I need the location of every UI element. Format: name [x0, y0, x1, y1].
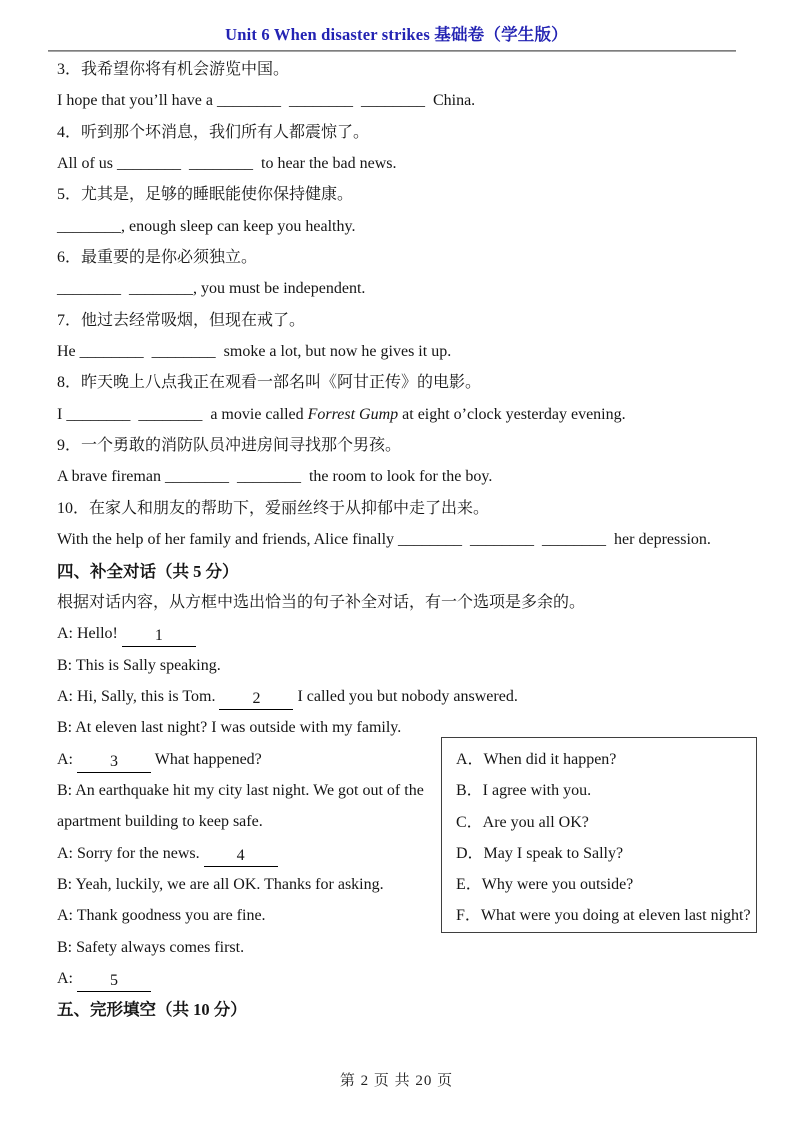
option-item: E．Why were you outside? [456, 876, 634, 894]
dialogue-line [57, 618, 748, 649]
numbered-blank: 5 [77, 972, 151, 992]
text-segment: A: Hi, Sally, this is Tom. [57, 687, 220, 705]
text-segment: B: An earthquake hit my city last night. We got out of the [57, 781, 424, 799]
text-segment: B: This is Sally speaking. [57, 656, 221, 674]
question-zh: 6．最重要的是你必须独立。 [57, 249, 258, 267]
translation-questions [57, 54, 748, 556]
dialogue-line [57, 963, 748, 994]
question-en: With the help of her family and friends, Alice finally ________ ________ ________ her depression. [57, 531, 711, 549]
question-en: He ________ ________ smoke a lot, but now he gives it up. [57, 343, 452, 361]
text-segment: A: [57, 750, 77, 768]
numbered-blank: 2 [219, 690, 293, 710]
text-segment: A: Hello! [57, 625, 122, 643]
question-zh: 9．一个勇敢的消防队员冲进房间寻找那个男孩。 [57, 437, 402, 455]
dialogue-line [57, 650, 748, 681]
question-en [57, 399, 748, 430]
option-item: D．May I speak to Sally? [456, 844, 624, 862]
option-item: C．Are you all OK? [456, 813, 589, 831]
numbered-blank: 1 [122, 627, 196, 647]
option-item: A．When did it happen? [456, 751, 617, 768]
question-en: ________, enough sleep can keep you healthy. [57, 217, 356, 235]
question-en: A brave fireman ________ ________ the room to look for the boy. [57, 468, 493, 486]
question-en: ________ ________, you must be independent. [57, 280, 366, 298]
question-zh: 8．昨天晚上八点我正在观看一部名叫《阿甘正传》的电影。 [57, 374, 482, 392]
question-en: I hope that you’ll have a ________ ________ ________ China. [57, 92, 476, 110]
text-segment: A: Thank goodness you are fine. [57, 907, 266, 925]
page-footer: 第 2 页 共 20 页 [339, 1073, 454, 1089]
question-en: All of us ________ ________ to hear the bad news. [57, 155, 397, 173]
options-box [441, 737, 757, 933]
question-zh: 3．我希望你将有机会游览中国。 [57, 61, 290, 78]
text-segment: at eight o’clock yesterday evening. [398, 405, 626, 423]
text-segment: I ________ ________ a movie called [57, 405, 308, 423]
dialogue-line [57, 681, 748, 712]
question-zh: 10．在家人和朋友的帮助下，爱丽丝终于从抑郁中走了出来。 [57, 499, 490, 517]
text-segment: Forrest Gump [307, 405, 399, 423]
text-segment: B: At eleven last night? I was outside with my family. [57, 719, 402, 737]
text-segment: I called you but nobody answered. [293, 687, 518, 705]
text-segment: A: [57, 969, 77, 987]
option-item: B．I agree with you. [456, 782, 592, 800]
text-segment: B: Yeah, luckily, we are all OK. Thanks for asking. [57, 875, 384, 893]
section5-heading: 五、完形填空（共 10 分） [57, 1000, 247, 1020]
question-zh: 4．听到那个坏消息，我们所有人都震惊了。 [57, 123, 370, 141]
question-zh: 7．他过去经常吸烟，但现在戒了。 [57, 311, 306, 329]
section4-instruction: 根据对话内容，从方框中选出恰当的句子补全对话，有一个选项是多余的。 [57, 593, 586, 611]
text-segment: B: Safety always comes first. [57, 938, 245, 956]
dialogue-line [57, 932, 748, 963]
page-title: Unit 6 When disaster strikes 基础卷（学生版） [225, 25, 568, 44]
text-segment: apartment building to keep safe. [57, 813, 263, 831]
numbered-blank: 4 [204, 847, 278, 867]
numbered-blank: 3 [77, 753, 151, 773]
question-zh: 5．尤其是，足够的睡眠能使你保持健康。 [57, 186, 354, 204]
section4-heading: 四、补全对话（共 5 分） [57, 561, 239, 581]
header-rule [48, 50, 736, 52]
text-segment: A: Sorry for the news. [57, 844, 204, 862]
text-segment: What happened? [151, 750, 262, 768]
option-item: F．What were you doing at eleven last night? [456, 907, 751, 925]
